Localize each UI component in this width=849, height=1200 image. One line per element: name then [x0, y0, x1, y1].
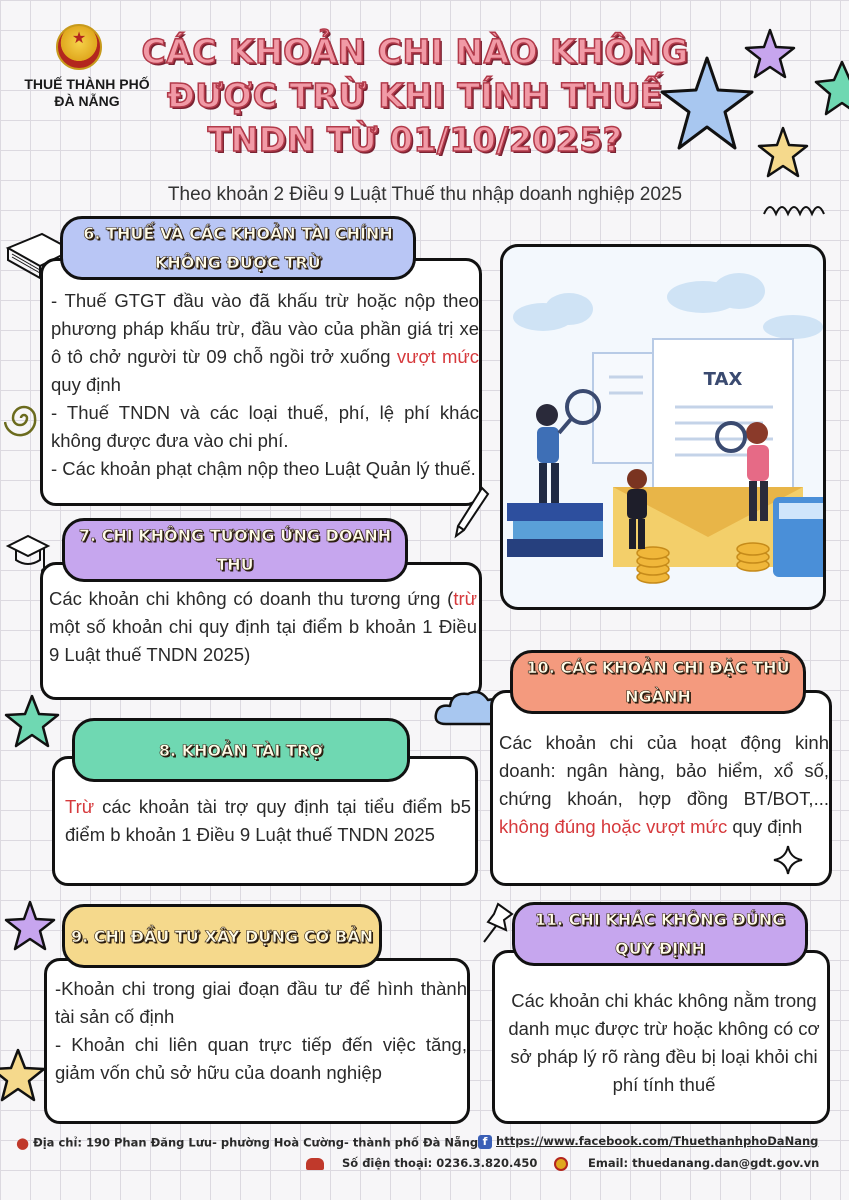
phone-line	[306, 1156, 537, 1170]
spiral-icon	[760, 198, 830, 222]
star-icon	[810, 58, 849, 122]
section-11-card	[492, 950, 830, 1124]
section-6-point-1-end: quy định	[51, 374, 121, 395]
section-7-label: 7. CHI KHÔNG TƯƠNG ỨNG DOANH THU	[62, 518, 408, 582]
section-8-label: 8. KHOẢN TÀI TRỢ	[72, 718, 410, 782]
tax-illustration	[500, 244, 826, 610]
facebook-icon: f	[478, 1135, 492, 1149]
section-6-point-3: - Các khoản phạt chậm nộp theo Luật Quản lý thuế.	[51, 458, 476, 479]
section-6-point-2: - Thuế TNDN và các loại thuế, phí, lệ phí khác không được đưa vào chi phí.	[51, 402, 479, 451]
section-9-card	[44, 958, 470, 1124]
phone-icon	[306, 1158, 324, 1170]
section-7-highlight: trừ	[453, 588, 477, 609]
section-10-highlight: không đúng hoặc vượt mức	[499, 816, 728, 837]
section-8-highlight: Trừ	[65, 796, 95, 817]
star-icon	[754, 124, 812, 182]
section-6-label: 6. THUẾ VÀ CÁC KHOẢN TÀI CHÍNH KHÔNG ĐƯỢC TRỪ	[60, 216, 416, 280]
spiral-icon	[4, 396, 44, 442]
section-6-highlight: vượt mức	[396, 346, 480, 367]
section-10-label: 10. CÁC KHOẢN CHI ĐẶC THÙ NGÀNH	[510, 650, 806, 714]
pencil-icon	[452, 484, 492, 540]
section-6-point-1: - Thuế GTGT đầu vào đã khấu trừ hoặc nộp theo phương pháp khấu trừ, đầu vào của phần giá trị xe ô tô chở người từ 09 chỗ ngồi trở xuống	[51, 290, 479, 367]
emblem-star-icon: ★	[71, 28, 87, 47]
phone: Số điện thoại: 0236.3.820.450	[342, 1156, 538, 1170]
address: Địa chỉ: 190 Phan Đăng Lưu- phường Hoà Cường- thành phố Đà Nẵng	[33, 1135, 479, 1150]
star-icon	[2, 692, 62, 752]
email-line	[554, 1156, 819, 1171]
location-pin-icon: ●	[16, 1134, 30, 1152]
page-title: CÁC KHOẢN CHI NÀO KHÔNG ĐƯỢC TRỪ KHI TÍNH THUẾ TNDN TỪ 01/10/2025?	[141, 32, 689, 159]
section-7-text-end: một số khoản chi quy định tại điểm b khoản 1 Điều 9 Luật thuế TNDN 2025)	[49, 616, 477, 665]
email: Email: thuedanang.dan@gdt.gov.vn	[588, 1156, 820, 1170]
star-icon	[0, 1044, 46, 1104]
facebook-line[interactable]	[478, 1134, 818, 1149]
section-8-text: các khoản tài trợ quy định tại tiểu điểm b5 điểm b khoản 1 Điều 9 Luật thuế TNDN 2025	[65, 796, 471, 845]
star-icon	[2, 898, 58, 954]
star-icon	[652, 52, 762, 158]
address-line	[16, 1134, 478, 1152]
org-name: THUẾ THÀNH PHỐ ĐÀ NẴNG	[24, 76, 150, 109]
section-7-text: Các khoản chi không có doanh thu tương ứng (	[49, 588, 454, 609]
section-10-text: Các khoản chi của hoạt động kinh doanh: ngân hàng, bảo hiểm, xổ số, chứng khoán, hợp đồng BT/BOT,...	[499, 732, 829, 809]
section-11-text: Các khoản chi khác không nằm trong danh mục được trừ hoặc không có cơ sở pháp lý rõ ràng đều bị loại khỏi chi phí tính thuế	[508, 990, 820, 1095]
tax-sign: TAX	[703, 369, 743, 390]
sparkle-icon	[772, 844, 804, 876]
section-9-label: 9. CHI ĐẦU TƯ XÂY DỰNG CƠ BẢN	[62, 904, 382, 968]
emblem-small-icon	[554, 1157, 568, 1171]
section-10-text-end: quy định	[727, 816, 803, 837]
section-9-point-1: -Khoản chi trong giai đoạn đầu tư để hình thành tài sản cố định	[55, 978, 467, 1027]
subtitle: Theo khoản 2 Điều 9 Luật Thuế thu nhập doanh nghiệp 2025	[167, 184, 683, 205]
facebook-link[interactable]: https://www.facebook.com/ThuethanhphoDaNang	[496, 1134, 819, 1148]
section-11-label: 11. CHI KHÁC KHÔNG ĐÚNG QUY ĐỊNH	[512, 902, 808, 966]
section-6-card	[40, 258, 482, 506]
section-9-point-2: - Khoản chi liên quan trực tiếp đến việc tăng, giảm vốn chủ sở hữu của doanh nghiệp	[55, 1034, 467, 1083]
section-7-card	[40, 562, 482, 700]
